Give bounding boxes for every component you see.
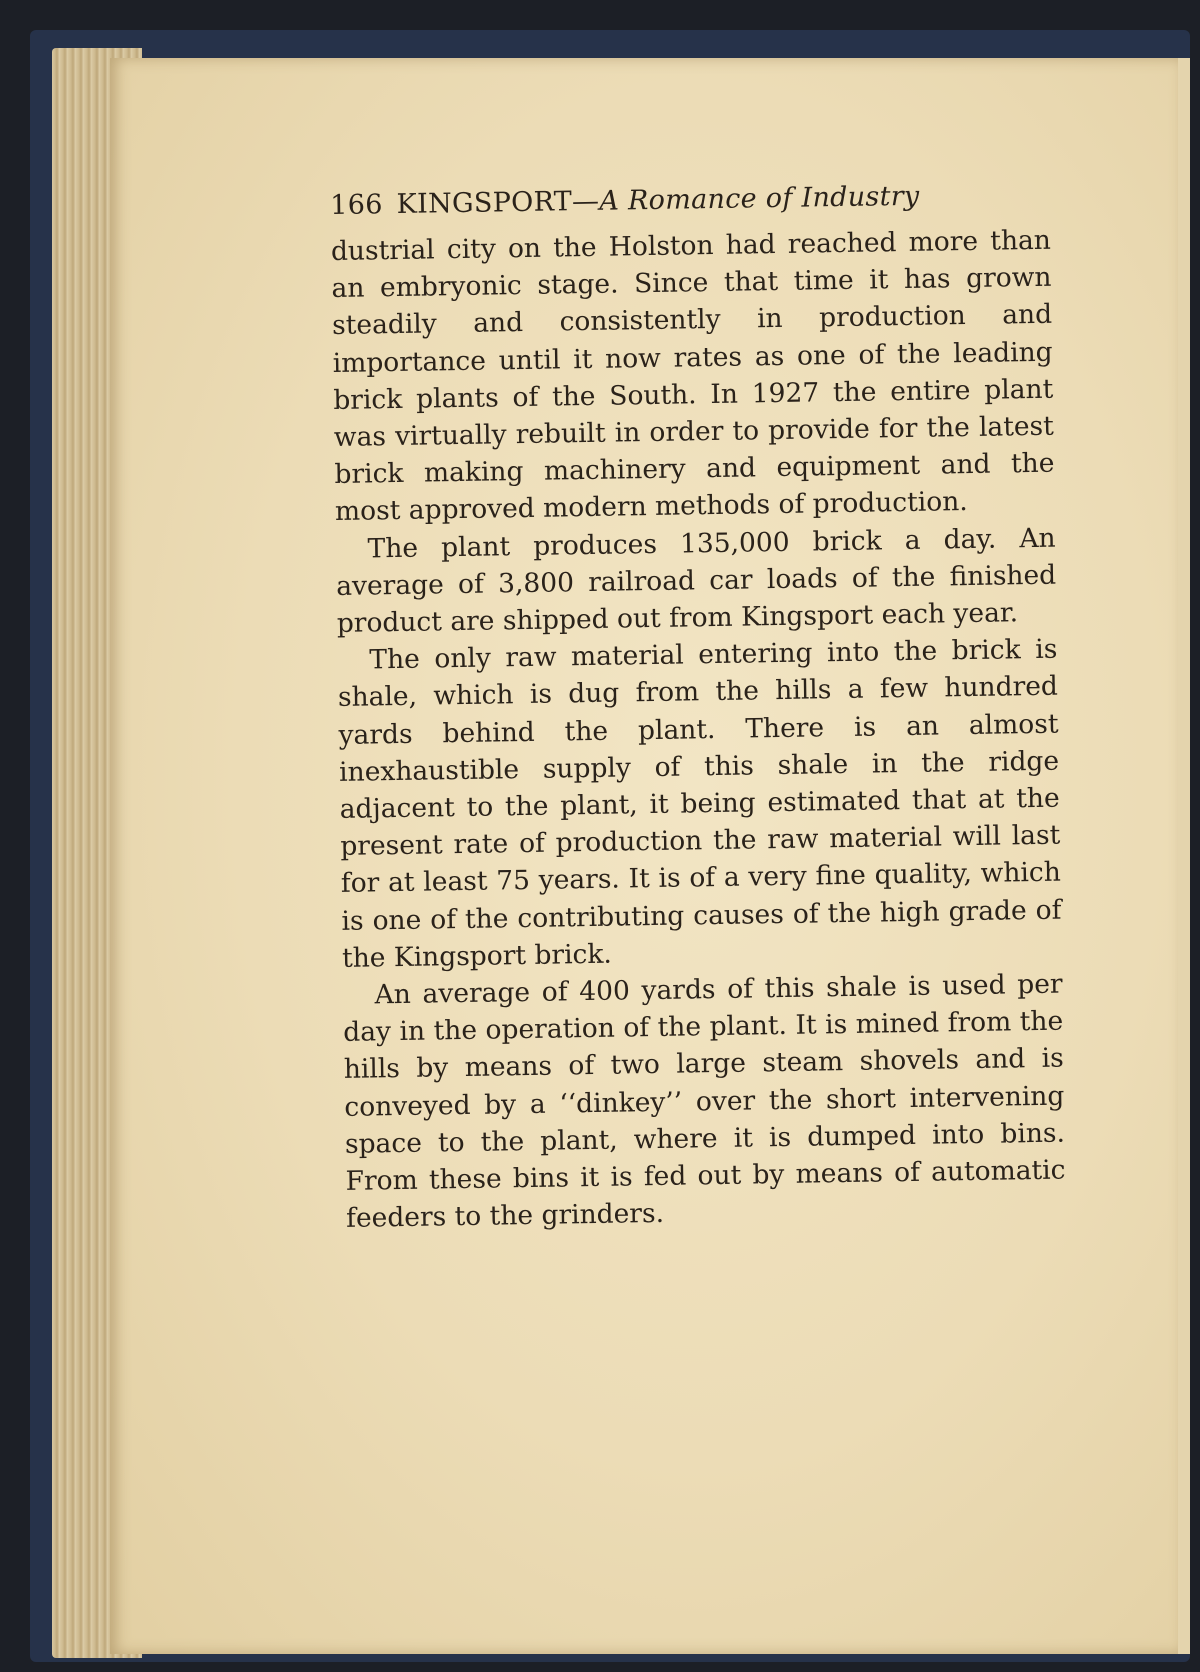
book-title: KINGSPORT—	[396, 185, 600, 220]
facing-page-edge	[1178, 58, 1190, 1654]
paragraph: The only raw material entering into the brick is shale, which is dug from the hills a few hundred yards behind the plant. There is an almost inexhaustible supply of this shale in the ridge adjacent to the plant, it being estimated that at the present rate of production the raw material will last for at least 75 years. It is of a very fine quality, which is one of the contributing causes of the high grade of the Kingsport brick.	[337, 633, 1062, 974]
paragraph: The plant produces 135,000 brick a day. An average of 3,800 railroad car loads of the finished product are shipped out from Kingsport each year.	[335, 522, 1057, 639]
paragraph: An average of 400 yards of this shale is used per day in the operation of the plant. It is mined from the hills by means of two large steam shovels and is conveyed by a ‘‘dinkey’’ over the short intervening space to the plant, where it is dumped into bins. From these bins it is fed out by means of automatic feeders to the grinders.	[342, 968, 1066, 1235]
paragraph: dustrial city on the Holston had reached more than an embryonic stage. Since that time it has grown steadily and consistently in production and importance until it now rates as one of the leading brick plants of the South. In 1927 the entire plant was virtually rebuilt in order to provide for the latest brick making machinery and equipment and the most approved modern methods of production.	[330, 224, 1055, 528]
body-text	[331, 222, 1067, 1238]
book-subtitle: A Romance of Industry	[599, 180, 920, 217]
page-content	[330, 179, 1066, 1238]
page-number: 166	[330, 189, 383, 221]
